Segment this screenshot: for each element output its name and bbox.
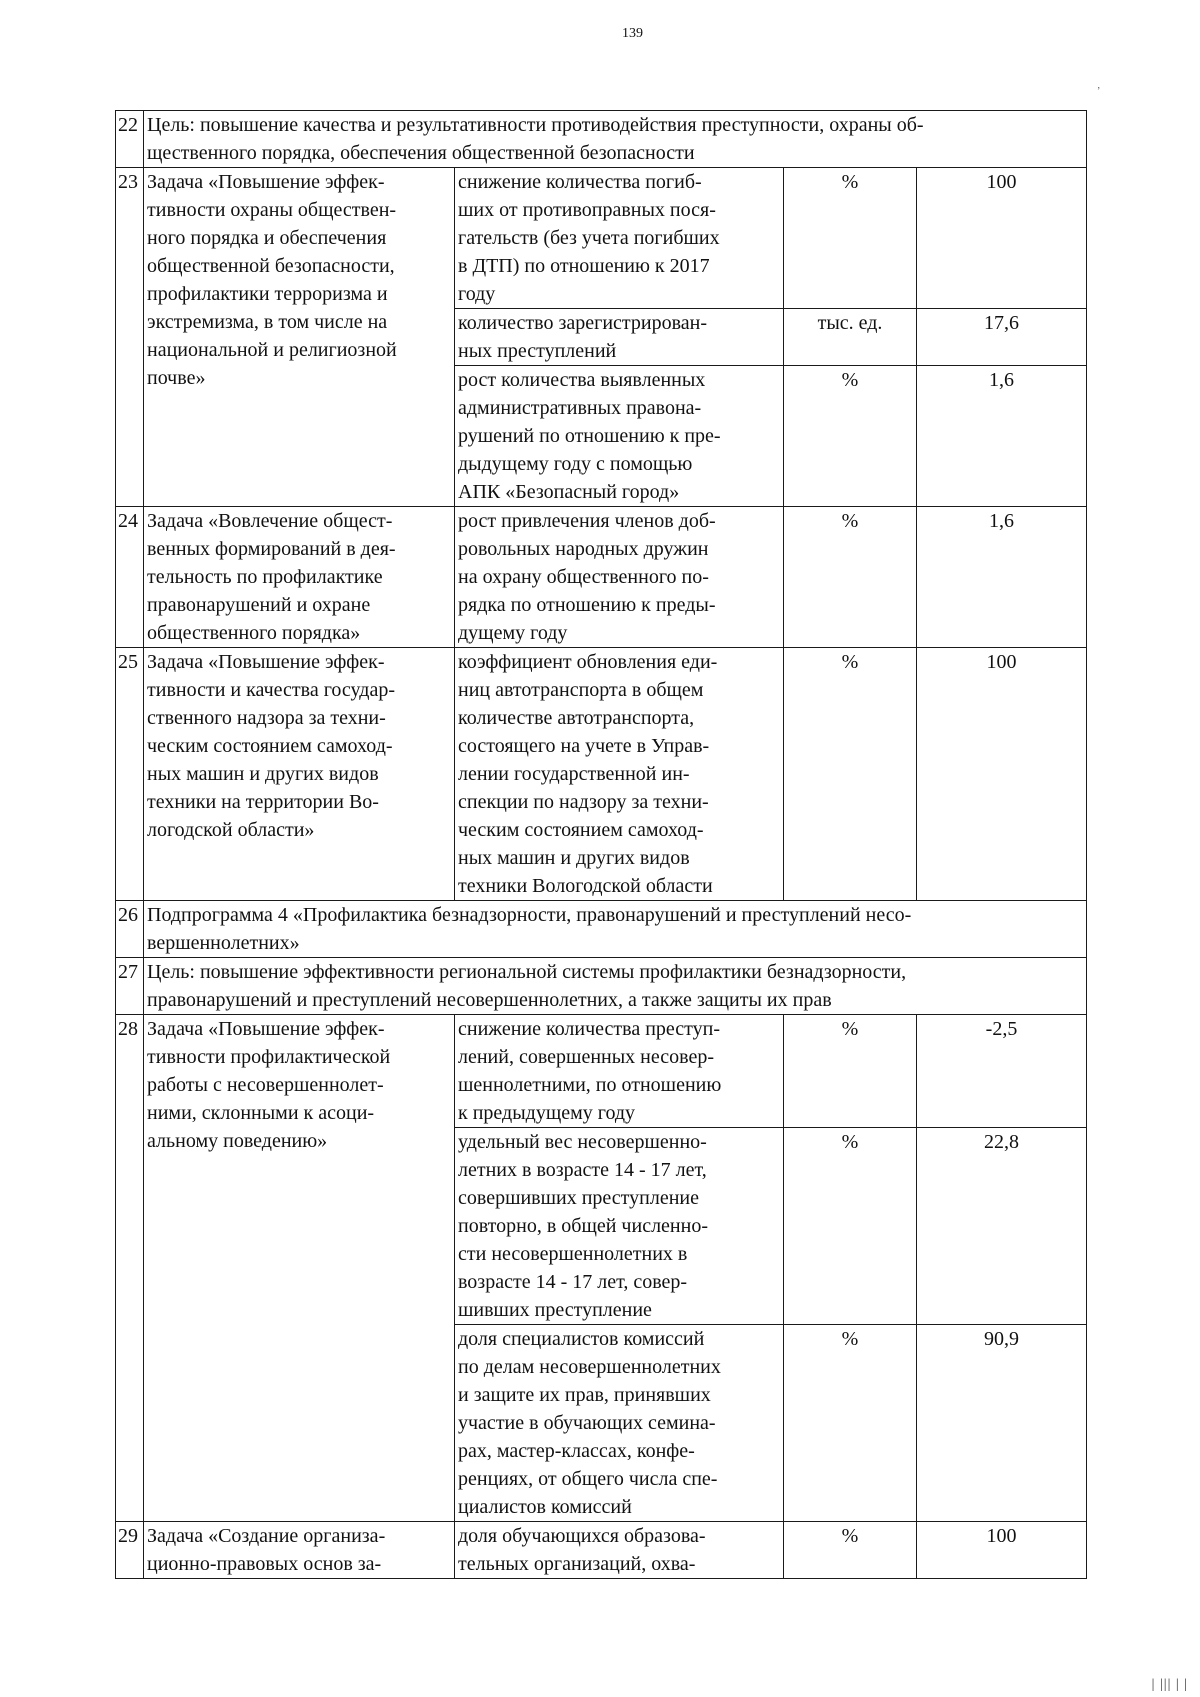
value-cell: 1,6 (917, 507, 1087, 648)
value-cell: -2,5 (917, 1015, 1087, 1128)
task-cell: Задача «Повышение эффек- тивности охраны обществен- ного порядка и обеспечения общественной безопасности, профилактики терроризма и экстремизма, в том числе на национальной и религиозной почве» (144, 168, 455, 507)
row-number: 28 (116, 1015, 144, 1522)
indicator-cell: снижение количества погиб- ших от противоправных пося- гательств (без учета погибших в ДТП) по отношению к 2017 году (455, 168, 784, 309)
indicator-cell: рост количества выявленных административных правона- рушений по отношению к пре- дыдущему году с помощью АПК «Безопасный город» (455, 366, 784, 507)
unit-cell: % (784, 1522, 917, 1579)
task-cell: Задача «Создание организа- ционно-правовых основ за- (144, 1522, 455, 1579)
value-cell: 100 (917, 168, 1087, 309)
section-heading: Цель: повышение качества и результативности противодействия преступности, охраны об- щественного порядка, обеспечения общественной безопасности (144, 111, 1087, 168)
table-row (116, 648, 1087, 901)
unit-cell: % (784, 507, 917, 648)
indicator-cell: рост привлечения членов доб- ровольных народных дружин на охрану общественного по- рядка по отношению к преды- дущему году (455, 507, 784, 648)
unit-cell: % (784, 366, 917, 507)
table-row (116, 507, 1087, 648)
table-row (116, 901, 1087, 958)
section-heading: Подпрограмма 4 «Профилактика безнадзорности, правонарушений и преступлений несо- вершеннолетних» (144, 901, 1087, 958)
unit-cell: % (784, 1015, 917, 1128)
value-cell: 100 (917, 648, 1087, 901)
indicator-cell: коэффициент обновления еди- ниц автотранспорта в общем количестве автотранспорта, состоящего на учете в Управ- лении государственной ин- спекции по надзору за техни- ческим состоянием самоход- ных машин и других видов техники Вологодской области (455, 648, 784, 901)
value-cell: 90,9 (917, 1325, 1087, 1522)
table-body (116, 111, 1087, 1579)
indicator-cell: снижение количества преступ- лений, совершенных несовер- шеннолетними, по отношению к предыдущему году (455, 1015, 784, 1128)
row-number: 26 (116, 901, 144, 958)
unit-cell: % (784, 168, 917, 309)
value-cell: 22,8 (917, 1128, 1087, 1325)
unit-cell: % (784, 648, 917, 901)
value-cell: 100 (917, 1522, 1087, 1579)
row-number: 27 (116, 958, 144, 1015)
table-row (116, 168, 1087, 309)
table-row (116, 1015, 1087, 1128)
scan-dot: , (1097, 80, 1100, 91)
table-row (116, 111, 1087, 168)
task-cell: Задача «Вовлечение общест- венных формирований в дея- тельность по профилактике правонарушений и охране общественного порядка» (144, 507, 455, 648)
table-row (116, 1522, 1087, 1579)
unit-cell: тыс. ед. (784, 309, 917, 366)
indicator-cell: доля обучающихся образова- тельных организаций, охва- (455, 1522, 784, 1579)
scan-marks: | ||| | | (1151, 1677, 1188, 1692)
unit-cell: % (784, 1128, 917, 1325)
row-number: 29 (116, 1522, 144, 1579)
task-cell: Задача «Повышение эффек- тивности и качества государ- ственного надзора за техни- ческим состоянием самоход- ных машин и других видов техники на территории Во- логодской области» (144, 648, 455, 901)
indicators-table (115, 110, 1087, 1579)
task-cell: Задача «Повышение эффек- тивности профилактической работы с несовершеннолет- ними, склонными к асоци- альному поведению» (144, 1015, 455, 1522)
row-number: 24 (116, 507, 144, 648)
row-number: 25 (116, 648, 144, 901)
table-row (116, 958, 1087, 1015)
value-cell: 17,6 (917, 309, 1087, 366)
indicator-cell: количество зарегистрирован- ных преступлений (455, 309, 784, 366)
unit-cell: % (784, 1325, 917, 1522)
section-heading: Цель: повышение эффективности региональной системы профилактики безнадзорности, правонарушений и преступлений несовершеннолетних, а также защиты их прав (144, 958, 1087, 1015)
value-cell: 1,6 (917, 366, 1087, 507)
row-number: 23 (116, 168, 144, 507)
row-number: 22 (116, 111, 144, 168)
indicator-cell: доля специалистов комиссий по делам несовершеннолетних и защите их прав, принявших участие в обучающих семина- рах, мастер-классах, конфе- ренциях, от общего числа спе- циалистов комиссий (455, 1325, 784, 1522)
indicator-cell: удельный вес несовершенно- летних в возрасте 14 - 17 лет, совершивших преступление повторно, в общей численно- сти несовершеннолетних в возрасте 14 - 17 лет, совер- шивших преступление (455, 1128, 784, 1325)
page-number: 139 (622, 26, 643, 41)
